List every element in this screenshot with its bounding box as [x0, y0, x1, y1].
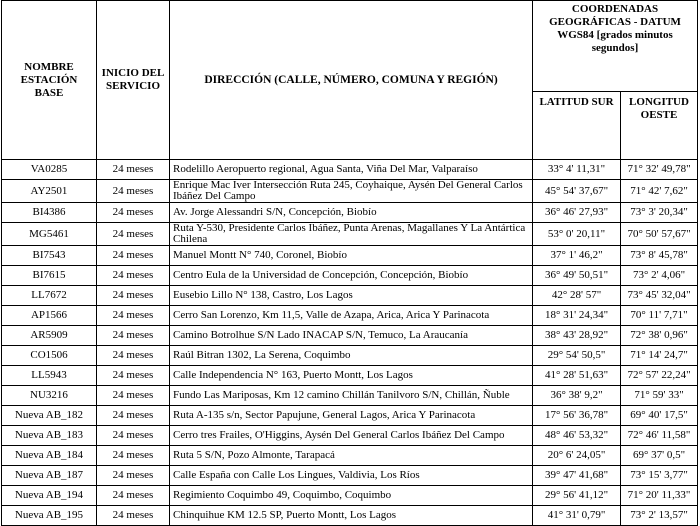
- service-start: 24 meses: [97, 486, 170, 506]
- station-code: VA0285: [2, 160, 97, 180]
- station-address: Ruta Y-530, Presidente Carlos Ibáñez, Punta Arenas, Magallanes Y La Antártica Chilena: [170, 223, 533, 246]
- service-start: 24 meses: [97, 346, 170, 366]
- latitude: 48° 46' 53,32": [533, 426, 621, 446]
- station-code: CO1506: [2, 346, 97, 366]
- table-row: [2, 160, 698, 180]
- station-code: MG5461: [2, 223, 97, 246]
- station-address: Rodelillo Aeropuerto regional, Agua Santa, Viña Del Mar, Valparaíso: [170, 160, 533, 180]
- latitude: 36° 46' 27,93": [533, 203, 621, 223]
- table-row: [2, 426, 698, 446]
- longitude: 72° 57' 22,24": [621, 366, 698, 386]
- table-body: [2, 160, 698, 526]
- table-row: [2, 466, 698, 486]
- table-row: [2, 386, 698, 406]
- station-address: Ruta A-135 s/n, Sector Papujune, General Lagos, Arica Y Parinacota: [170, 406, 533, 426]
- table-row: [2, 246, 698, 266]
- service-start: 24 meses: [97, 506, 170, 526]
- latitude: 53° 0' 20,11": [533, 223, 621, 246]
- station-address: Eusebio Lillo N° 138, Castro, Los Lagos: [170, 286, 533, 306]
- station-code: Nueva AB_182: [2, 406, 97, 426]
- service-start: 24 meses: [97, 326, 170, 346]
- longitude: 73° 15' 3,77": [621, 466, 698, 486]
- latitude: 42° 28' 57": [533, 286, 621, 306]
- station-address: Centro Eula de la Universidad de Concepción, Concepción, Biobío: [170, 266, 533, 286]
- header-coordenadas: COORDENADAS GEOGRÁFICAS - DATUM WGS84 [grados minutos segundos]: [533, 1, 698, 92]
- latitude: 39° 47' 41,68": [533, 466, 621, 486]
- station-code: Nueva AB_195: [2, 506, 97, 526]
- table-row: [2, 506, 698, 526]
- base-stations-table: [1, 0, 698, 526]
- table-row: [2, 180, 698, 203]
- longitude: 73° 2' 4,06": [621, 266, 698, 286]
- station-address: Raúl Bitran 1302, La Serena, Coquimbo: [170, 346, 533, 366]
- station-address: Chinquihue KM 12.5 SP, Puerto Montt, Los Lagos: [170, 506, 533, 526]
- station-code: AY2501: [2, 180, 97, 203]
- longitude: 69° 40' 17,5": [621, 406, 698, 426]
- longitude: 70° 50' 57,67": [621, 223, 698, 246]
- header-inicio: INICIO DEL SERVICIO: [97, 1, 170, 160]
- station-address: Cerro San Lorenzo, Km 11,5, Valle de Azapa, Arica, Arica Y Parinacota: [170, 306, 533, 326]
- latitude: 38° 43' 28,92": [533, 326, 621, 346]
- station-address: Regimiento Coquimbo 49, Coquimbo, Coquimbo: [170, 486, 533, 506]
- service-start: 24 meses: [97, 160, 170, 180]
- service-start: 24 meses: [97, 446, 170, 466]
- longitude: 71° 42' 7,62": [621, 180, 698, 203]
- table-row: [2, 326, 698, 346]
- longitude: 71° 20' 11,33": [621, 486, 698, 506]
- station-address: Fundo Las Mariposas, Km 12 camino Chillán Tanilvoro S/N, Chillán, Ñuble: [170, 386, 533, 406]
- longitude: 71° 14' 24,7": [621, 346, 698, 366]
- station-address: Calle España con Calle Los Lingues, Valdivia, Los Ríos: [170, 466, 533, 486]
- header-longitud: LONGITUD OESTE: [621, 92, 698, 160]
- service-start: 24 meses: [97, 266, 170, 286]
- station-code: BI7543: [2, 246, 97, 266]
- service-start: 24 meses: [97, 466, 170, 486]
- latitude: 41° 31' 0,79": [533, 506, 621, 526]
- station-code: AR5909: [2, 326, 97, 346]
- station-address: Calle Independencia N° 163, Puerto Montt, Los Lagos: [170, 366, 533, 386]
- station-address: Av. Jorge Alessandri S/N, Concepción, Biobío: [170, 203, 533, 223]
- service-start: 24 meses: [97, 246, 170, 266]
- station-code: LL7672: [2, 286, 97, 306]
- longitude: 72° 38' 0,96": [621, 326, 698, 346]
- service-start: 24 meses: [97, 286, 170, 306]
- station-address: Cerro tres Frailes, O'Higgins, Aysén Del General Carlos Ibáñez Del Campo: [170, 426, 533, 446]
- station-code: LL5943: [2, 366, 97, 386]
- service-start: 24 meses: [97, 366, 170, 386]
- station-code: Nueva AB_183: [2, 426, 97, 446]
- station-code: BI4386: [2, 203, 97, 223]
- latitude: 45° 54' 37,67": [533, 180, 621, 203]
- latitude: 17° 56' 36,78": [533, 406, 621, 426]
- service-start: 24 meses: [97, 203, 170, 223]
- latitude: 18° 31' 24,34": [533, 306, 621, 326]
- station-address: Enrique Mac Iver Intersección Ruta 245, Coyhaique, Aysén Del General Carlos Ibáñez Del Campo: [170, 180, 533, 203]
- table-row: [2, 203, 698, 223]
- latitude: 36° 38' 9,2": [533, 386, 621, 406]
- service-start: 24 meses: [97, 406, 170, 426]
- longitude: 73° 3' 20,34": [621, 203, 698, 223]
- station-code: Nueva AB_187: [2, 466, 97, 486]
- station-address: Ruta 5 S/N, Pozo Almonte, Tarapacá: [170, 446, 533, 466]
- service-start: 24 meses: [97, 223, 170, 246]
- longitude: 73° 45' 32,04": [621, 286, 698, 306]
- station-code: Nueva AB_184: [2, 446, 97, 466]
- table-row: [2, 346, 698, 366]
- table-row: [2, 286, 698, 306]
- station-code: NU3216: [2, 386, 97, 406]
- longitude: 70° 11' 7,71": [621, 306, 698, 326]
- table-row: [2, 366, 698, 386]
- latitude: 29° 54' 50,5": [533, 346, 621, 366]
- table-row: [2, 406, 698, 426]
- service-start: 24 meses: [97, 306, 170, 326]
- longitude: 71° 32' 49,78": [621, 160, 698, 180]
- latitude: 29° 56' 41,12": [533, 486, 621, 506]
- longitude: 71° 59' 33": [621, 386, 698, 406]
- service-start: 24 meses: [97, 180, 170, 203]
- header-direccion: DIRECCIÓN (CALLE, NÚMERO, COMUNA Y REGIÓN): [170, 1, 533, 160]
- header-latitud: LATITUD SUR: [533, 92, 621, 160]
- latitude: 20° 6' 24,05": [533, 446, 621, 466]
- station-code: Nueva AB_194: [2, 486, 97, 506]
- latitude: 36° 49' 50,51": [533, 266, 621, 286]
- latitude: 37° 1' 46,2": [533, 246, 621, 266]
- station-code: BI7615: [2, 266, 97, 286]
- table-row: [2, 223, 698, 246]
- table-row: [2, 446, 698, 466]
- header-nombre: NOMBRE ESTACIÓN BASE: [2, 1, 97, 160]
- latitude: 33° 4' 11,31": [533, 160, 621, 180]
- station-code: AP1566: [2, 306, 97, 326]
- station-address: Camino Botrolhue S/N Lado INACAP S/N, Temuco, La Araucanía: [170, 326, 533, 346]
- table-row: [2, 266, 698, 286]
- service-start: 24 meses: [97, 386, 170, 406]
- longitude: 73° 8' 45,78": [621, 246, 698, 266]
- table-row: [2, 306, 698, 326]
- longitude: 73° 2' 13,57": [621, 506, 698, 526]
- longitude: 72° 46' 11,58": [621, 426, 698, 446]
- longitude: 69° 37' 0,5": [621, 446, 698, 466]
- station-address: Manuel Montt N° 740, Coronel, Biobío: [170, 246, 533, 266]
- service-start: 24 meses: [97, 426, 170, 446]
- latitude: 41° 28' 51,63": [533, 366, 621, 386]
